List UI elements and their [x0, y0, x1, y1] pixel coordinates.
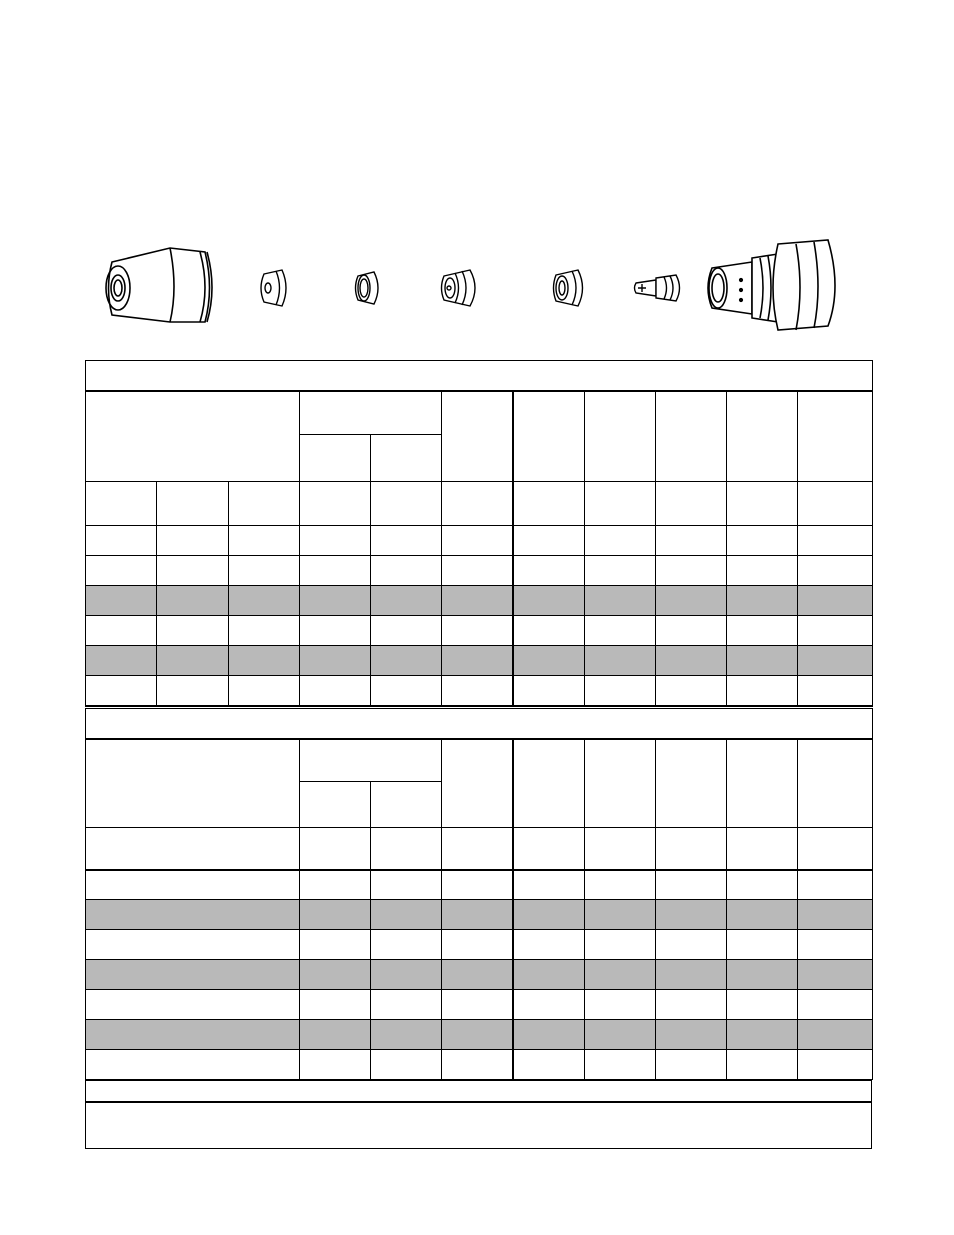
footer-note	[86, 1103, 871, 1148]
table-cell	[300, 676, 371, 706]
table-cell	[727, 930, 798, 960]
table-cell	[656, 960, 727, 990]
table-cell	[300, 646, 371, 676]
table-row	[86, 556, 873, 586]
table-2-header-process	[86, 739, 300, 828]
table-2-subheader-cell	[798, 828, 873, 870]
table-1-header-col6	[442, 391, 513, 482]
table-cell	[727, 960, 798, 990]
retaining-cap-icon	[261, 270, 286, 306]
table-cell	[513, 960, 585, 990]
table-cell	[300, 990, 371, 1020]
table-cell	[585, 930, 656, 960]
table-cell	[157, 586, 229, 616]
table-cell	[585, 1020, 656, 1050]
table-cell	[656, 870, 727, 900]
table-cell	[442, 1020, 513, 1050]
table-cell	[371, 1020, 442, 1050]
table-1-title	[86, 361, 873, 391]
table-cell	[798, 526, 873, 556]
table-cell	[585, 616, 656, 646]
table-cell	[86, 616, 157, 646]
table-cell	[229, 676, 300, 706]
table-cell	[656, 526, 727, 556]
table-cell	[157, 556, 229, 586]
table-cell	[585, 960, 656, 990]
swirl-ring-icon	[356, 272, 379, 304]
table-1-subheader-cell	[300, 482, 371, 526]
table-2-header-shield	[513, 739, 585, 828]
table-2-subheader-cell	[371, 828, 442, 870]
consumables-table-2	[85, 708, 873, 1080]
table-cell	[656, 1050, 727, 1080]
table-cell	[371, 676, 442, 706]
table-2-subheader-cell	[656, 828, 727, 870]
table-2-header-col4	[442, 739, 513, 828]
table-cell	[513, 526, 585, 556]
table-2-header-electrode	[798, 739, 873, 828]
table-cell	[229, 556, 300, 586]
table-cell	[229, 646, 300, 676]
table-cell	[442, 646, 513, 676]
table-cell	[798, 616, 873, 646]
table-1-subheader-cell	[585, 482, 656, 526]
table-cell	[442, 616, 513, 646]
table-row	[86, 586, 873, 616]
table-row	[86, 960, 873, 990]
nozzle-retaining-cap-icon	[442, 270, 476, 306]
table-2-subheader-cell	[442, 828, 513, 870]
table-cell	[371, 1050, 442, 1080]
table-row	[86, 526, 873, 556]
table-2-subheader-cell	[300, 828, 371, 870]
table-2-header-sub-b	[371, 782, 442, 828]
table-cell	[513, 586, 585, 616]
table-cell	[442, 676, 513, 706]
table-1-subheader-cell	[229, 482, 300, 526]
table-cell	[229, 586, 300, 616]
table-cell	[442, 556, 513, 586]
electrode-icon	[635, 275, 680, 301]
table-cell	[86, 1020, 300, 1050]
table-cell	[798, 676, 873, 706]
table-row	[86, 676, 873, 706]
table-row	[86, 900, 873, 930]
table-cell	[585, 556, 656, 586]
table-cell	[371, 586, 442, 616]
footer-note-box	[85, 1080, 872, 1149]
table-cell	[300, 526, 371, 556]
table-cell	[371, 870, 442, 900]
table-2-body	[86, 870, 873, 1080]
table-1-subheader-cell	[656, 482, 727, 526]
table-cell	[371, 646, 442, 676]
table-cell	[157, 646, 229, 676]
table-2-header-swirl-ring	[656, 739, 727, 828]
table-cell	[86, 676, 157, 706]
table-1-subheader-cell	[727, 482, 798, 526]
table-cell	[798, 930, 873, 960]
table-cell	[86, 900, 300, 930]
table-row	[86, 1020, 873, 1050]
consumables-table-1	[85, 360, 873, 707]
table-cell	[300, 900, 371, 930]
table-2-subheader-cell	[86, 828, 300, 870]
table-cell	[442, 1050, 513, 1080]
table-cell	[727, 1020, 798, 1050]
table-1-header-sub-b	[371, 435, 442, 482]
table-cell	[300, 930, 371, 960]
table-cell	[798, 1020, 873, 1050]
table-cell	[585, 1050, 656, 1080]
table-1-subheader-cell	[798, 482, 873, 526]
table-1-subheader-cell	[157, 482, 229, 526]
table-cell	[798, 960, 873, 990]
table-cell	[798, 556, 873, 586]
table-cell	[371, 900, 442, 930]
table-cell	[727, 556, 798, 586]
table-cell	[229, 526, 300, 556]
table-cell	[727, 586, 798, 616]
table-cell	[585, 870, 656, 900]
table-cell	[727, 900, 798, 930]
table-2-subheader-cell	[727, 828, 798, 870]
shield-icon	[106, 248, 212, 322]
table-cell	[513, 556, 585, 586]
table-cell	[513, 1020, 585, 1050]
table-1-subheader-cell	[513, 482, 585, 526]
table-cell	[86, 870, 300, 900]
table-cell	[727, 1050, 798, 1080]
table-row	[86, 616, 873, 646]
table-cell	[585, 990, 656, 1020]
table-row	[86, 646, 873, 676]
table-cell	[656, 616, 727, 646]
table-2-header-sub-a	[300, 782, 371, 828]
table-1-header-swirl-ring	[656, 391, 727, 482]
table-cell	[229, 616, 300, 646]
table-cell	[371, 526, 442, 556]
table-cell	[656, 586, 727, 616]
torch-body-icon	[708, 240, 835, 330]
table-cell	[798, 870, 873, 900]
table-cell	[86, 526, 157, 556]
table-2-header-group	[300, 739, 442, 782]
table-cell	[300, 616, 371, 646]
table-cell	[798, 900, 873, 930]
table-1-header-group	[300, 391, 442, 435]
table-cell	[656, 646, 727, 676]
table-cell	[442, 990, 513, 1020]
table-cell	[727, 676, 798, 706]
table-cell	[513, 646, 585, 676]
table-2-subheader-cell	[585, 828, 656, 870]
table-cell	[300, 586, 371, 616]
table-cell	[442, 586, 513, 616]
table-cell	[798, 990, 873, 1020]
nozzle-icon	[554, 270, 583, 306]
table-cell	[798, 1050, 873, 1080]
table-cell	[442, 870, 513, 900]
table-cell	[656, 900, 727, 930]
table-cell	[727, 646, 798, 676]
table-cell	[86, 1050, 300, 1080]
table-2-title	[86, 709, 873, 739]
table-cell	[86, 646, 157, 676]
table-cell	[656, 1020, 727, 1050]
table-cell	[300, 1050, 371, 1080]
table-1-header-nozzle	[727, 391, 798, 482]
table-cell	[727, 526, 798, 556]
table-cell	[798, 646, 873, 676]
table-1-subheader-cell	[86, 482, 157, 526]
table-2-header-nozzle	[727, 739, 798, 828]
table-cell	[442, 900, 513, 930]
table-cell	[371, 960, 442, 990]
table-cell	[727, 870, 798, 900]
table-cell	[727, 990, 798, 1020]
table-cell	[300, 1020, 371, 1050]
table-cell	[585, 526, 656, 556]
table-cell	[371, 556, 442, 586]
table-cell	[442, 930, 513, 960]
table-cell	[798, 586, 873, 616]
table-cell	[157, 676, 229, 706]
table-cell	[513, 900, 585, 930]
table-cell	[300, 870, 371, 900]
table-1-subheader-cell	[371, 482, 442, 526]
table-cell	[442, 960, 513, 990]
table-cell	[442, 526, 513, 556]
table-cell	[585, 676, 656, 706]
table-cell	[300, 960, 371, 990]
table-cell	[371, 990, 442, 1020]
footer-note-divider	[86, 1081, 871, 1103]
table-cell	[585, 900, 656, 930]
table-cell	[371, 930, 442, 960]
table-cell	[656, 990, 727, 1020]
table-cell	[300, 556, 371, 586]
table-row	[86, 990, 873, 1020]
table-cell	[513, 870, 585, 900]
table-cell	[86, 990, 300, 1020]
table-cell	[157, 526, 229, 556]
table-1-header-shield	[513, 391, 585, 482]
table-cell	[656, 556, 727, 586]
table-row	[86, 870, 873, 900]
table-1-header-sub-a	[300, 435, 371, 482]
table-1-body	[86, 526, 873, 706]
table-cell	[371, 616, 442, 646]
table-cell	[86, 556, 157, 586]
consumable-parts-illustration	[0, 0, 954, 360]
table-cell	[157, 616, 229, 646]
table-cell	[86, 960, 300, 990]
table-2-subheader-cell	[513, 828, 585, 870]
table-1-header-process	[86, 391, 300, 482]
table-cell	[513, 616, 585, 646]
table-cell	[656, 676, 727, 706]
table-1-header-retaining-cap	[585, 391, 656, 482]
table-cell	[86, 586, 157, 616]
table-cell	[727, 616, 798, 646]
table-cell	[656, 930, 727, 960]
table-row	[86, 930, 873, 960]
table-cell	[513, 930, 585, 960]
table-2-header-retaining-cap	[585, 739, 656, 828]
table-row	[86, 1050, 873, 1080]
table-cell	[513, 990, 585, 1020]
table-cell	[585, 646, 656, 676]
table-cell	[585, 586, 656, 616]
table-1-subheader-cell	[442, 482, 513, 526]
table-cell	[513, 1050, 585, 1080]
table-cell	[513, 676, 585, 706]
table-cell	[86, 930, 300, 960]
table-1-header-electrode	[798, 391, 873, 482]
